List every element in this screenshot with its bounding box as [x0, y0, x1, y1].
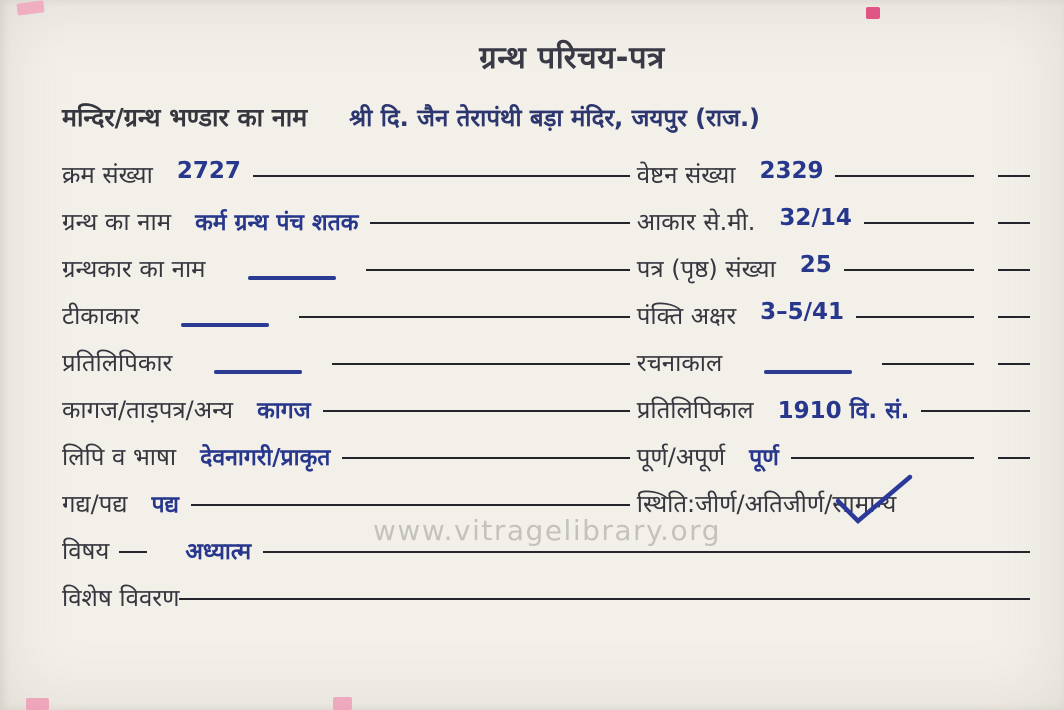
rule-line [998, 363, 1030, 365]
rule-line [856, 316, 974, 318]
bundle-number-label: वेष्टन संख्या [636, 161, 736, 189]
material-label: कागज/ताड़पत्र/अन्य [62, 396, 234, 424]
bundle-number-value: 2329 [759, 158, 824, 184]
rule-line [835, 175, 974, 177]
rule-line [614, 504, 630, 506]
folio-count-label: पत्र (पृष्ठ) संख्या [636, 255, 776, 283]
prose-verse-label: गद्य/पद्य [62, 490, 128, 518]
rule-line [119, 551, 147, 553]
field-completeness [614, 440, 1030, 487]
field-row-special-details [62, 581, 1030, 628]
lines-characters-label: पंक्ति अक्षर [636, 302, 737, 330]
subject-value: अध्यात्म [185, 539, 252, 565]
scan-registration-mark-bottom-left [26, 698, 49, 710]
rule-line [614, 457, 630, 459]
field-scribe [62, 346, 614, 393]
field-size-cm [614, 205, 1030, 252]
serial-number-value: 2727 [176, 158, 241, 184]
field-script-language [62, 440, 614, 487]
field-row-author-and-folios [62, 252, 1030, 299]
rule-line [998, 175, 1030, 177]
repository-name-value: श्री दि. जैन तेरापंथी बड़ा मंदिर, जयपुर (राज.) [349, 104, 761, 132]
field-copy-date [614, 393, 1030, 440]
handwritten-blank-dash [214, 370, 302, 374]
rule-line [614, 222, 630, 224]
field-folio-count [614, 252, 1030, 299]
rule-line [323, 410, 614, 412]
card-body [0, 100, 1064, 628]
field-lines-characters [614, 299, 1030, 346]
rule-line [998, 457, 1030, 459]
rule-line [998, 222, 1030, 224]
script-language-value: देवनागरी/प्राकृत [200, 445, 331, 471]
field-special-details [62, 581, 1030, 628]
copy-date-label: प्रतिलिपिकाल [636, 396, 754, 424]
rule-line [299, 316, 613, 318]
commentator-label: टीकाकार [62, 302, 140, 330]
rule-line [614, 175, 630, 177]
rule-line [370, 222, 613, 224]
scribe-label: प्रतिलिपिकार [62, 349, 173, 377]
rule-line [921, 410, 1030, 412]
rule-line [253, 175, 614, 177]
handwritten-blank-dash [248, 276, 336, 280]
field-row-title-and-size [62, 205, 1030, 252]
page-title: ग्रन्थ परिचय-पत्र [479, 40, 665, 76]
handwritten-blank-dash [764, 370, 852, 374]
rule-line [998, 269, 1030, 271]
author-name-label: ग्रन्थकार का नाम [62, 255, 206, 283]
copy-date-value: 1910 वि. सं. [777, 398, 910, 424]
rule-line [614, 316, 630, 318]
field-manuscript-title [62, 205, 614, 252]
subject-label: विषय [62, 537, 110, 565]
field-row-commentator-and-lines [62, 299, 1030, 346]
rule-line [332, 363, 613, 365]
scan-registration-mark-bottom-middle [333, 697, 352, 710]
handwritten-blank-dash [181, 323, 269, 327]
field-row-repository-name [62, 100, 1030, 146]
field-composition-date [614, 346, 1030, 393]
rule-line [844, 269, 974, 271]
rule-line [614, 363, 630, 365]
field-commentator [62, 299, 614, 346]
rule-line [263, 551, 1030, 553]
lines-characters-value: 3–5/41 [760, 299, 845, 325]
rule-line [191, 504, 614, 506]
rule-line [864, 222, 974, 224]
completeness-label: पूर्ण/अपूर्ण [636, 443, 726, 471]
rule-line [366, 269, 614, 271]
rule-line [998, 316, 1030, 318]
rule-line [791, 457, 974, 459]
special-details-label: विशेष विवरण [62, 584, 180, 612]
field-material [62, 393, 614, 440]
field-row-material-and-copy-date [62, 393, 1030, 440]
condition-checked-option [832, 487, 896, 534]
material-value: कागज [257, 398, 311, 424]
manuscript-title-label: ग्रन्थ का नाम [62, 208, 172, 236]
script-language-label: लिपि व भाषा [62, 443, 177, 471]
field-row-serial-and-bundle [62, 158, 1030, 205]
repository-name-label: मन्दिर/ग्रन्थ भण्डार का नाम [62, 103, 308, 132]
rule-line [614, 410, 630, 412]
rule-line [179, 598, 1030, 600]
field-serial-number [62, 158, 614, 205]
fields-grid [62, 158, 1030, 628]
folio-count-value: 25 [799, 252, 832, 278]
size-cm-value: 32/14 [779, 205, 852, 231]
manuscript-title-value: कर्म ग्रन्थ पंच शतक [195, 210, 359, 236]
prose-verse-value: पद्य [151, 492, 180, 518]
serial-number-label: क्रम संख्या [62, 161, 153, 189]
rule-line [342, 457, 613, 459]
field-row-scribe-and-composition-date [62, 346, 1030, 393]
condition-label: स्थिति:जीर्ण/अतिजीर्ण/ [636, 490, 833, 518]
condition-option-text: सामान्य [832, 490, 897, 518]
completeness-value: पूर्ण [749, 445, 779, 471]
field-author-name [62, 252, 614, 299]
field-row-script-and-completeness [62, 440, 1030, 487]
watermark: www.vitragelibrary.org [373, 514, 721, 547]
size-cm-label: आकार से.मी. [636, 208, 756, 236]
rule-line [614, 269, 630, 271]
rule-line [882, 363, 974, 365]
composition-date-label: रचनाकाल [636, 349, 723, 377]
field-bundle-number [614, 158, 1030, 205]
